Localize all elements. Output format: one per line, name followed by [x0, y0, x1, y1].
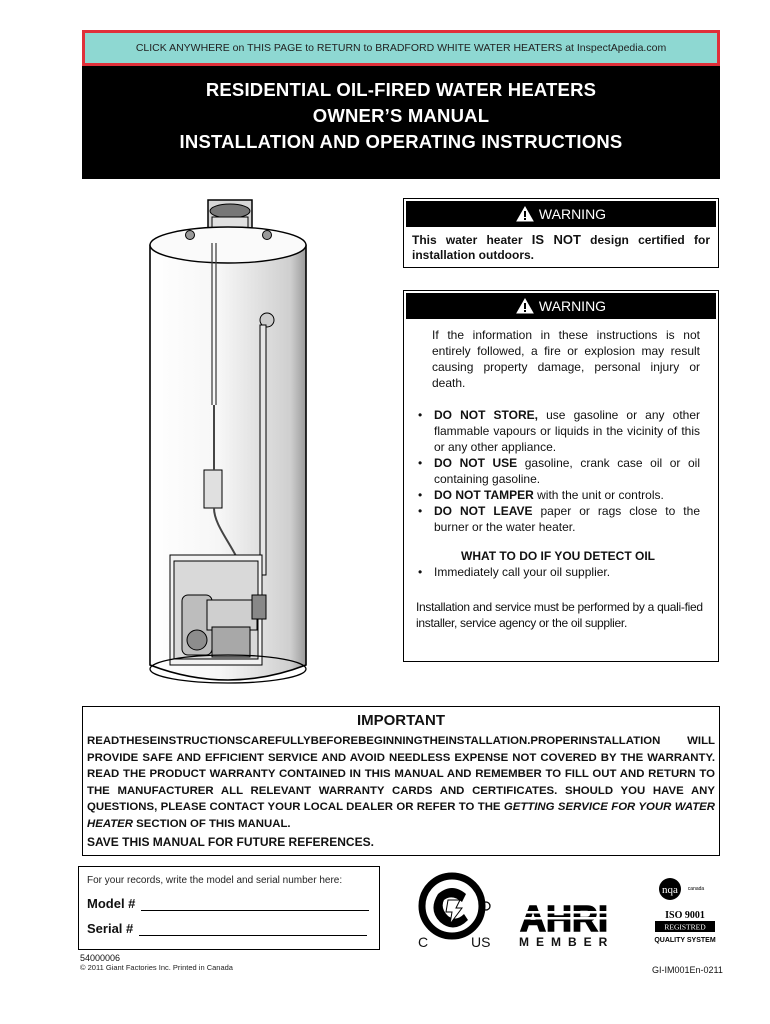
nqa-iso-logo-icon — [650, 876, 720, 946]
nqa-text: nqa — [662, 884, 678, 896]
warning-text-part: This water heater — [412, 233, 532, 247]
return-banner-link[interactable] — [82, 30, 720, 66]
important-text-part: READTHESEINSTRUCTIONSCAREFULLYBEFOREBEGINNINGTHEINSTALLATION.PROPERINSTALLATION WILL PROVIDE SAFE AND EFFICIENT SERVICE AND AVOID NEEDLESS EXPENSE NOT COVERED BY THE WARRANTY. READ THE PRODUCT WARRANTY CONTAINED IN THIS MANUAL AND REMEMBER TO FILL OUT AND RETURN TO THE MANUFACTURER ALL RELEVANT WARRANTY CARDS AND CERTIFICATES. SHOULD YOU HAVE ANY QUESTIONS, PLEASE CONTACT YOUR LOCAL DEALER OR REFER TO THE — [87, 735, 715, 813]
warning-item-bold: DO NOT TAMPER — [434, 488, 534, 502]
quality-system-text: QUALITY SYSTEM — [654, 937, 716, 944]
serial-label: Serial # — [87, 921, 134, 936]
warning-list-item — [416, 503, 700, 535]
warning-heading-text: WARNING — [538, 206, 607, 222]
title-line-1: RESIDENTIAL OIL-FIRED WATER HEATERS — [205, 79, 597, 100]
warning-item-bold: DO NOT USE — [434, 456, 518, 470]
document-number: 54000006 — [80, 953, 121, 963]
registered-text: REGISTRED — [664, 922, 706, 932]
warning-text-part: design certified for installation outdoors. — [412, 233, 710, 262]
warning-heading-text: WARNING — [538, 298, 607, 314]
warning-triangle-icon — [516, 298, 534, 314]
important-heading: IMPORTANT — [356, 712, 446, 729]
warning-triangle-icon — [516, 206, 534, 222]
copyright-text: © 2011 Giant Factories Inc. Printed in Canada — [80, 963, 233, 972]
ahri-member-text: MEMBER — [519, 935, 615, 949]
publication-code: GI-IM001En-0211 — [652, 965, 723, 975]
nqa-sub-text: canada — [687, 886, 705, 892]
warning-list-item — [416, 487, 700, 503]
warning-header — [406, 293, 716, 319]
model-row — [87, 896, 371, 911]
model-number-field[interactable] — [141, 899, 369, 911]
warning-item-text: gasoline, crank case oil or oil containing gasoline. — [434, 456, 700, 486]
return-banner-text: CLICK ANYWHERE on THIS PAGE to RETURN to BRADFORD WHITE WATER HEATERS at InspectApedia.com — [135, 42, 667, 54]
warning-list-item — [416, 455, 700, 487]
warning-item-text: with the unit or controls. — [533, 488, 664, 502]
important-text-part: SECTION OF THIS MANUAL. — [133, 817, 291, 830]
serial-row — [87, 921, 371, 936]
important-emphasis: GETTING SERVICE FOR YOUR WATER HEATER — [87, 801, 715, 830]
save-manual-note: SAVE THIS MANUAL FOR FUTURE REFERENCES. — [87, 835, 374, 849]
warning-header — [406, 201, 716, 227]
install-note: Installation and service must be performed by a quali-fied installer, service agency or the oil supplier. — [416, 600, 703, 630]
records-box — [78, 866, 380, 950]
detect-oil-heading: WHAT TO DO IF YOU DETECT OIL — [461, 549, 655, 563]
detect-oil-item: • Immediately call your oil supplier. — [416, 565, 700, 579]
csa-c-mark: C — [418, 934, 429, 950]
warning-list-item — [416, 407, 700, 455]
title-block — [82, 66, 720, 179]
title-line-2: OWNER’S MANUAL — [312, 105, 490, 126]
records-note: For your records, write the model and serial number here: — [87, 875, 343, 886]
warning-emphasis: IS NOT — [531, 232, 581, 247]
iso-9001-text: ISO 9001 — [665, 910, 705, 921]
warning-list — [416, 407, 700, 535]
fire-warning-box — [403, 290, 719, 662]
outdoor-warning-text — [404, 227, 718, 263]
warning-item-text: use gasoline or any other flammable vapours or liquids in the vicinity of this or any other appliance. — [434, 408, 700, 454]
csa-us-mark: US — [471, 934, 491, 950]
fire-warning-intro: If the information in these instructions is not entirely followed, a fire or explosion may result causing property damage, personal injury or death. — [432, 328, 700, 390]
model-label: Model # — [87, 896, 136, 911]
serial-number-field[interactable] — [139, 924, 367, 936]
warning-item-bold: DO NOT STORE, — [434, 408, 539, 422]
important-box — [82, 706, 720, 856]
important-body — [87, 733, 715, 832]
warning-item-text: paper or rags close to the burner or the water heater. — [434, 504, 700, 534]
outdoor-warning-box — [403, 198, 719, 268]
water-heater-illustration — [142, 195, 314, 705]
warning-item-bold: DO NOT LEAVE — [434, 504, 533, 518]
title-line-3: INSTALLATION AND OPERATING INSTRUCTIONS — [179, 131, 623, 152]
